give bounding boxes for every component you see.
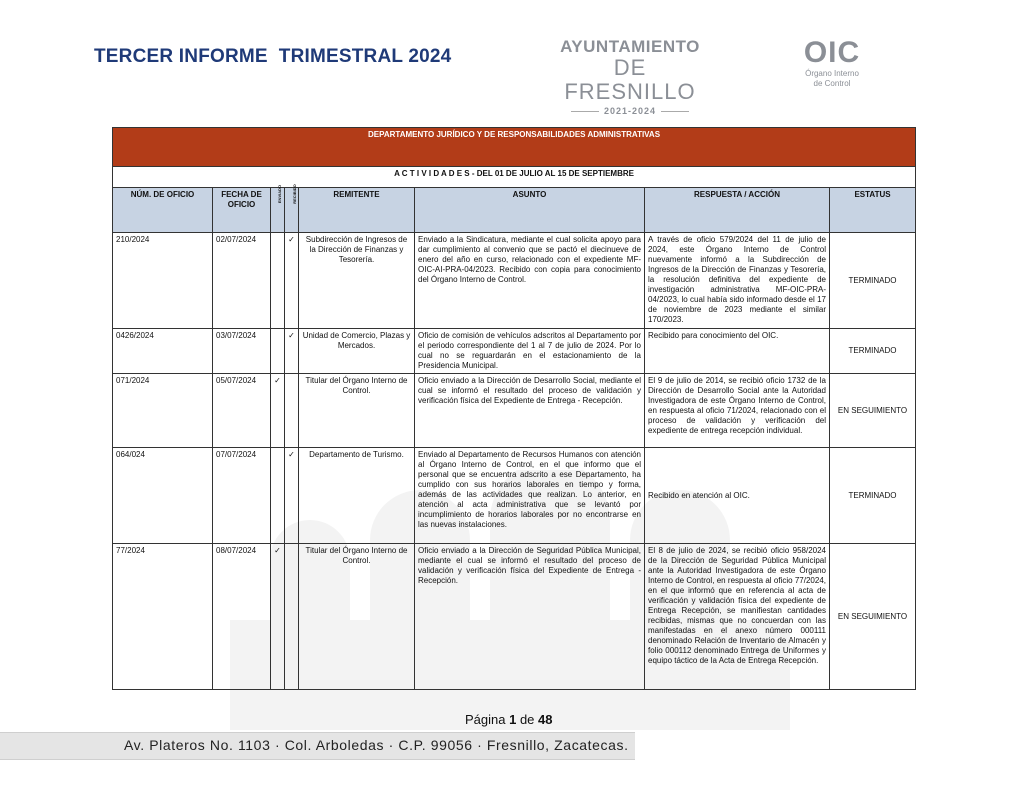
estatus: EN SEGUIMIENTO — [830, 544, 916, 690]
fecha-oficio: 03/07/2024 — [213, 329, 271, 374]
asunto: Oficio enviado a la Dirección de Seguridad Pública Municipal, mediante el cual se informó el resultado del proceso de validación y verificación física del Expediente de Entrega - Recepción. — [415, 544, 645, 690]
col-num-oficio: NÚM. DE OFICIO — [113, 188, 213, 233]
table-row — [113, 374, 916, 448]
respuesta: Recibido para conocimiento del OIC. — [645, 329, 830, 374]
page-separator: de — [516, 712, 539, 727]
enviado-check — [271, 233, 285, 329]
oic-logo-acronym: OIC — [803, 36, 861, 69]
respuesta: A través de oficio 579/2024 del 11 de julio de 2024, este Órgano Interno de Control nuevamente informó a la Subdirección de Ingresos de la Dirección de Finanzas y Tesorería, la resolución definitiva del expediente de investigación administrativa MF-OIC-PRA-04/2023, lo cual había sido informado desde el 17 de noviembre de 2023 mediante el similar 170/2023. — [645, 233, 830, 329]
col-fecha-oficio: FECHA DE OFICIO — [213, 188, 271, 233]
recibido-check: ✓ — [285, 448, 299, 544]
remitente: Titular del Órgano Interno de Control. — [299, 374, 415, 448]
estatus: EN SEGUIMIENTO — [830, 374, 916, 448]
fecha-oficio: 07/07/2024 — [213, 448, 271, 544]
activities-table — [112, 127, 916, 690]
num-oficio: 210/2024 — [113, 233, 213, 329]
respuesta: Recibido en atención al OIC. — [645, 448, 830, 544]
ayuntamiento-logo-line2: DE FRESNILLO — [564, 55, 696, 104]
remitente: Unidad de Comercio, Plazas y Mercados. — [299, 329, 415, 374]
footer-address: Av. Plateros No. 1103 · Col. Arboledas · C.P. 99056 · Fresnillo, Zacatecas. — [124, 737, 629, 753]
recibido-check — [285, 544, 299, 690]
col-enviado-label: ENVIADO — [277, 184, 283, 204]
estatus: TERMINADO — [830, 448, 916, 544]
col-asunto: ASUNTO — [415, 188, 645, 233]
col-enviado — [271, 184, 285, 233]
col-respuesta: RESPUESTA / ACCIÓN — [645, 188, 830, 233]
num-oficio: 77/2024 — [113, 544, 213, 690]
department-banner: DEPARTAMENTO JURÍDICO Y DE RESPONSABILIDADES ADMINISTRATIVAS — [113, 128, 916, 167]
table-row — [113, 233, 916, 329]
recibido-check: ✓ — [285, 233, 299, 329]
remitente: Departamento de Turismo. — [299, 448, 415, 544]
page-number — [465, 712, 552, 727]
page-current: 1 — [509, 712, 517, 727]
asunto: Enviado a la Sindicatura, mediante el cual solicita apoyo para dar cumplimiento al convenio que se pactó el diecinueve de enero del año en curso, relacionado con el expediente MF-OIC-AI-PRA-04/2023. Recibido con copia para conocimiento del Órgano Interno de Control. — [415, 233, 645, 329]
enviado-check: ✓ — [271, 544, 285, 690]
fecha-oficio: 02/07/2024 — [213, 233, 271, 329]
respuesta: El 9 de julio de 2014, se recibió oficio 1732 de la Dirección de Desarrollo Social ante la Autoridad Investigadora de este Órgano Interno de Control, en respuesta al oficio 71/2024, relacionado con el proceso de validación y verificación del expediente de entrega recepción individual. — [645, 374, 830, 448]
table-row — [113, 544, 916, 690]
num-oficio: 064/024 — [113, 448, 213, 544]
oic-logo-line2: de Control — [813, 79, 851, 88]
estatus: TERMINADO — [830, 233, 916, 329]
num-oficio: 0426/2024 — [113, 329, 213, 374]
enviado-check: ✓ — [271, 374, 285, 448]
asunto: Enviado al Departamento de Recursos Humanos con atención al Órgano Interno de Control, en el que informo que el personal que se encuentra adscrito a ese Departamento, ha cumplido con sus horarios laborales en tiempo y forma, además de las actividades que realizan. Lo anterior, en atención al acta administrativa que se levantó por incumplimiento de horarios laborales por no encontrarse en las nuevas instalaciones. — [415, 448, 645, 544]
enviado-check — [271, 448, 285, 544]
activities-period: A C T I V I D A D E S - DEL 01 DE JULIO AL 15 DE SEPTIEMBRE — [113, 167, 916, 188]
remitente: Titular del Órgano Interno de Control. — [299, 544, 415, 690]
col-estatus: ESTATUS — [830, 188, 916, 233]
col-recibido-label: RECIBIDO — [291, 184, 297, 204]
estatus: TERMINADO — [830, 329, 916, 374]
report-title: TERCER INFORME TRIMESTRAL 2024 — [94, 46, 452, 67]
enviado-check — [271, 329, 285, 374]
col-remitente: REMITENTE — [299, 188, 415, 233]
table-row — [113, 329, 916, 374]
oic-logo — [792, 37, 872, 89]
footer-address-bar — [0, 732, 635, 760]
asunto: Oficio de comisión de vehículos adscritos al Departamento por el periodo correspondiente del 1 al 7 de julio de 2024. Por lo cual no se reguardarán en el estacionamiento de la Presidencia Municipal. — [415, 329, 645, 374]
fecha-oficio: 08/07/2024 — [213, 544, 271, 690]
ayuntamiento-logo — [552, 37, 708, 116]
table-row — [113, 448, 916, 544]
remitente: Subdirección de Ingresos de la Dirección de Finanzas y Tesorería. — [299, 233, 415, 329]
fecha-oficio: 05/07/2024 — [213, 374, 271, 448]
page-total: 48 — [538, 712, 553, 727]
page-prefix: Página — [465, 712, 510, 727]
respuesta: El 8 de julio de 2024, se recibió oficio 958/2024 de la Dirección de Seguridad Pública Municipal ante la Autoridad Investigadora de este Órgano Interno de Control, en respuesta al oficio 77/2024, en el que informó que en referencia al acta de verificación y validación física del expediente de Entrega Recepción, se manifiestan cantidades recibidas, mismas que no concuerdan con las manifestadas en el anexo número 000111 denominado Relación de Inventario de Almacén y folio 000112 denominado Entrega de Uniformes y equipo táctico de la Acta de Entrega Recepción. — [645, 544, 830, 690]
num-oficio: 071/2024 — [113, 374, 213, 448]
ayuntamiento-logo-line1: AYUNTAMIENTO — [560, 37, 700, 56]
recibido-check — [285, 374, 299, 448]
recibido-check: ✓ — [285, 329, 299, 374]
ayuntamiento-logo-years: 2021-2024 — [552, 106, 708, 116]
oic-logo-line1: Órgano Interno — [805, 69, 859, 78]
asunto: Oficio enviado a la Dirección de Desarrollo Social, mediante el cual se informó el resultado del proceso de validación y verificación física del Expediente de Entrega - Recepción. — [415, 374, 645, 448]
col-recibido — [285, 184, 299, 233]
